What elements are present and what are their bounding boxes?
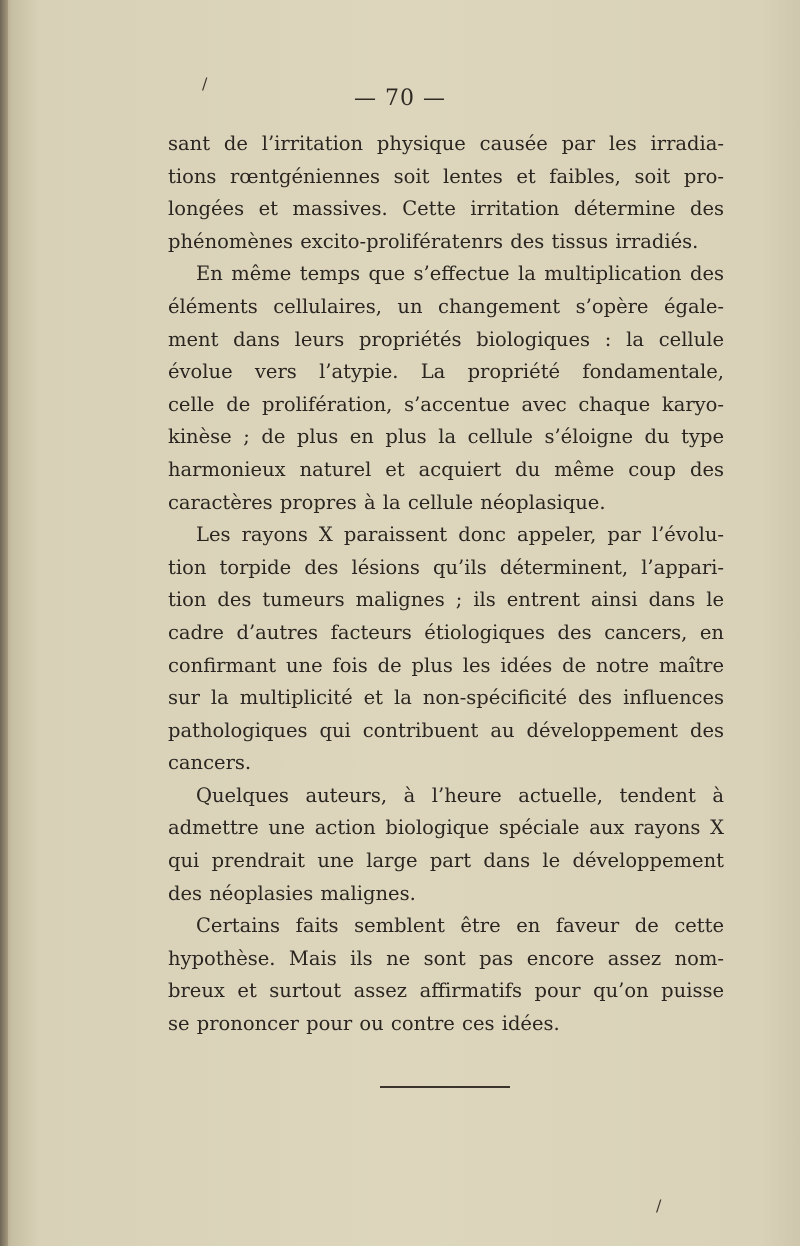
page-binding-edge xyxy=(0,0,8,1246)
text-line: breux et surtout assez affirmatifs pour qu’on puisse xyxy=(168,979,724,1003)
text-line: ment dans leurs propriétés biologiques : la cellule xyxy=(168,327,724,351)
body-text xyxy=(168,128,724,1041)
text-line: cadre d’autres facteurs étiologiques des cancers, en xyxy=(168,620,724,644)
text-line: harmonieux naturel et acquiert du même coup des xyxy=(168,457,724,481)
text-line: se prononcer pour ou contre ces idées. xyxy=(168,1012,560,1036)
page-number: — 70 — xyxy=(354,86,446,111)
stray-mark-bottom: / xyxy=(656,1196,662,1215)
text-line: qui prendrait une large part dans le développement xyxy=(168,849,724,873)
text-line: évolue vers l’atypie. La propriété fondamentale, xyxy=(168,360,724,384)
text-line: confirmant une fois de plus les idées de notre maître xyxy=(168,653,724,677)
text-line: sur la multiplicité et la non-spécificité des influences xyxy=(168,686,724,710)
text-line: tion torpide des lésions qu’ils déterminent, l’appari- xyxy=(168,555,724,579)
text-line: En même temps que s’effectue la multiplication des xyxy=(196,262,724,286)
text-line: Certains faits semblent être en faveur de cette xyxy=(196,914,724,938)
section-end-rule xyxy=(380,1086,510,1088)
text-line: Quelques auteurs, à l’heure actuelle, tendent à xyxy=(196,783,724,807)
text-line: celle de prolifération, s’accentue avec chaque karyo- xyxy=(168,392,724,416)
text-line: éléments cellulaires, un changement s’opère égale- xyxy=(168,294,724,318)
text-line: tion des tumeurs malignes ; ils entrent ainsi dans le xyxy=(168,588,724,612)
text-line: hypothèse. Mais ils ne sont pas encore assez nom- xyxy=(168,946,724,970)
text-line: tions rœntgéniennes soit lentes et faibles, soit pro- xyxy=(168,164,724,188)
text-line: longées et massives. Cette irritation détermine des xyxy=(168,197,724,221)
text-line: sant de l’irritation physique causée par les irradia- xyxy=(168,132,724,155)
text-line: pathologiques qui contribuent au développement des xyxy=(168,718,724,742)
text-line: admettre une action biologique spéciale aux rayons X xyxy=(168,816,724,840)
text-line: caractères propres à la cellule néoplasique. xyxy=(168,490,606,514)
text-line: Les rayons X paraissent donc appeler, par l’évolu- xyxy=(196,523,724,547)
text-line: des néoplasies malignes. xyxy=(168,881,416,905)
text-line: phénomènes excito-prolifératenrs des tissus irradiés. xyxy=(168,229,699,253)
text-line: kinèse ; de plus en plus la cellule s’éloigne du type xyxy=(168,425,724,449)
stray-mark-top: / xyxy=(202,74,208,93)
text-line: cancers. xyxy=(168,751,252,775)
